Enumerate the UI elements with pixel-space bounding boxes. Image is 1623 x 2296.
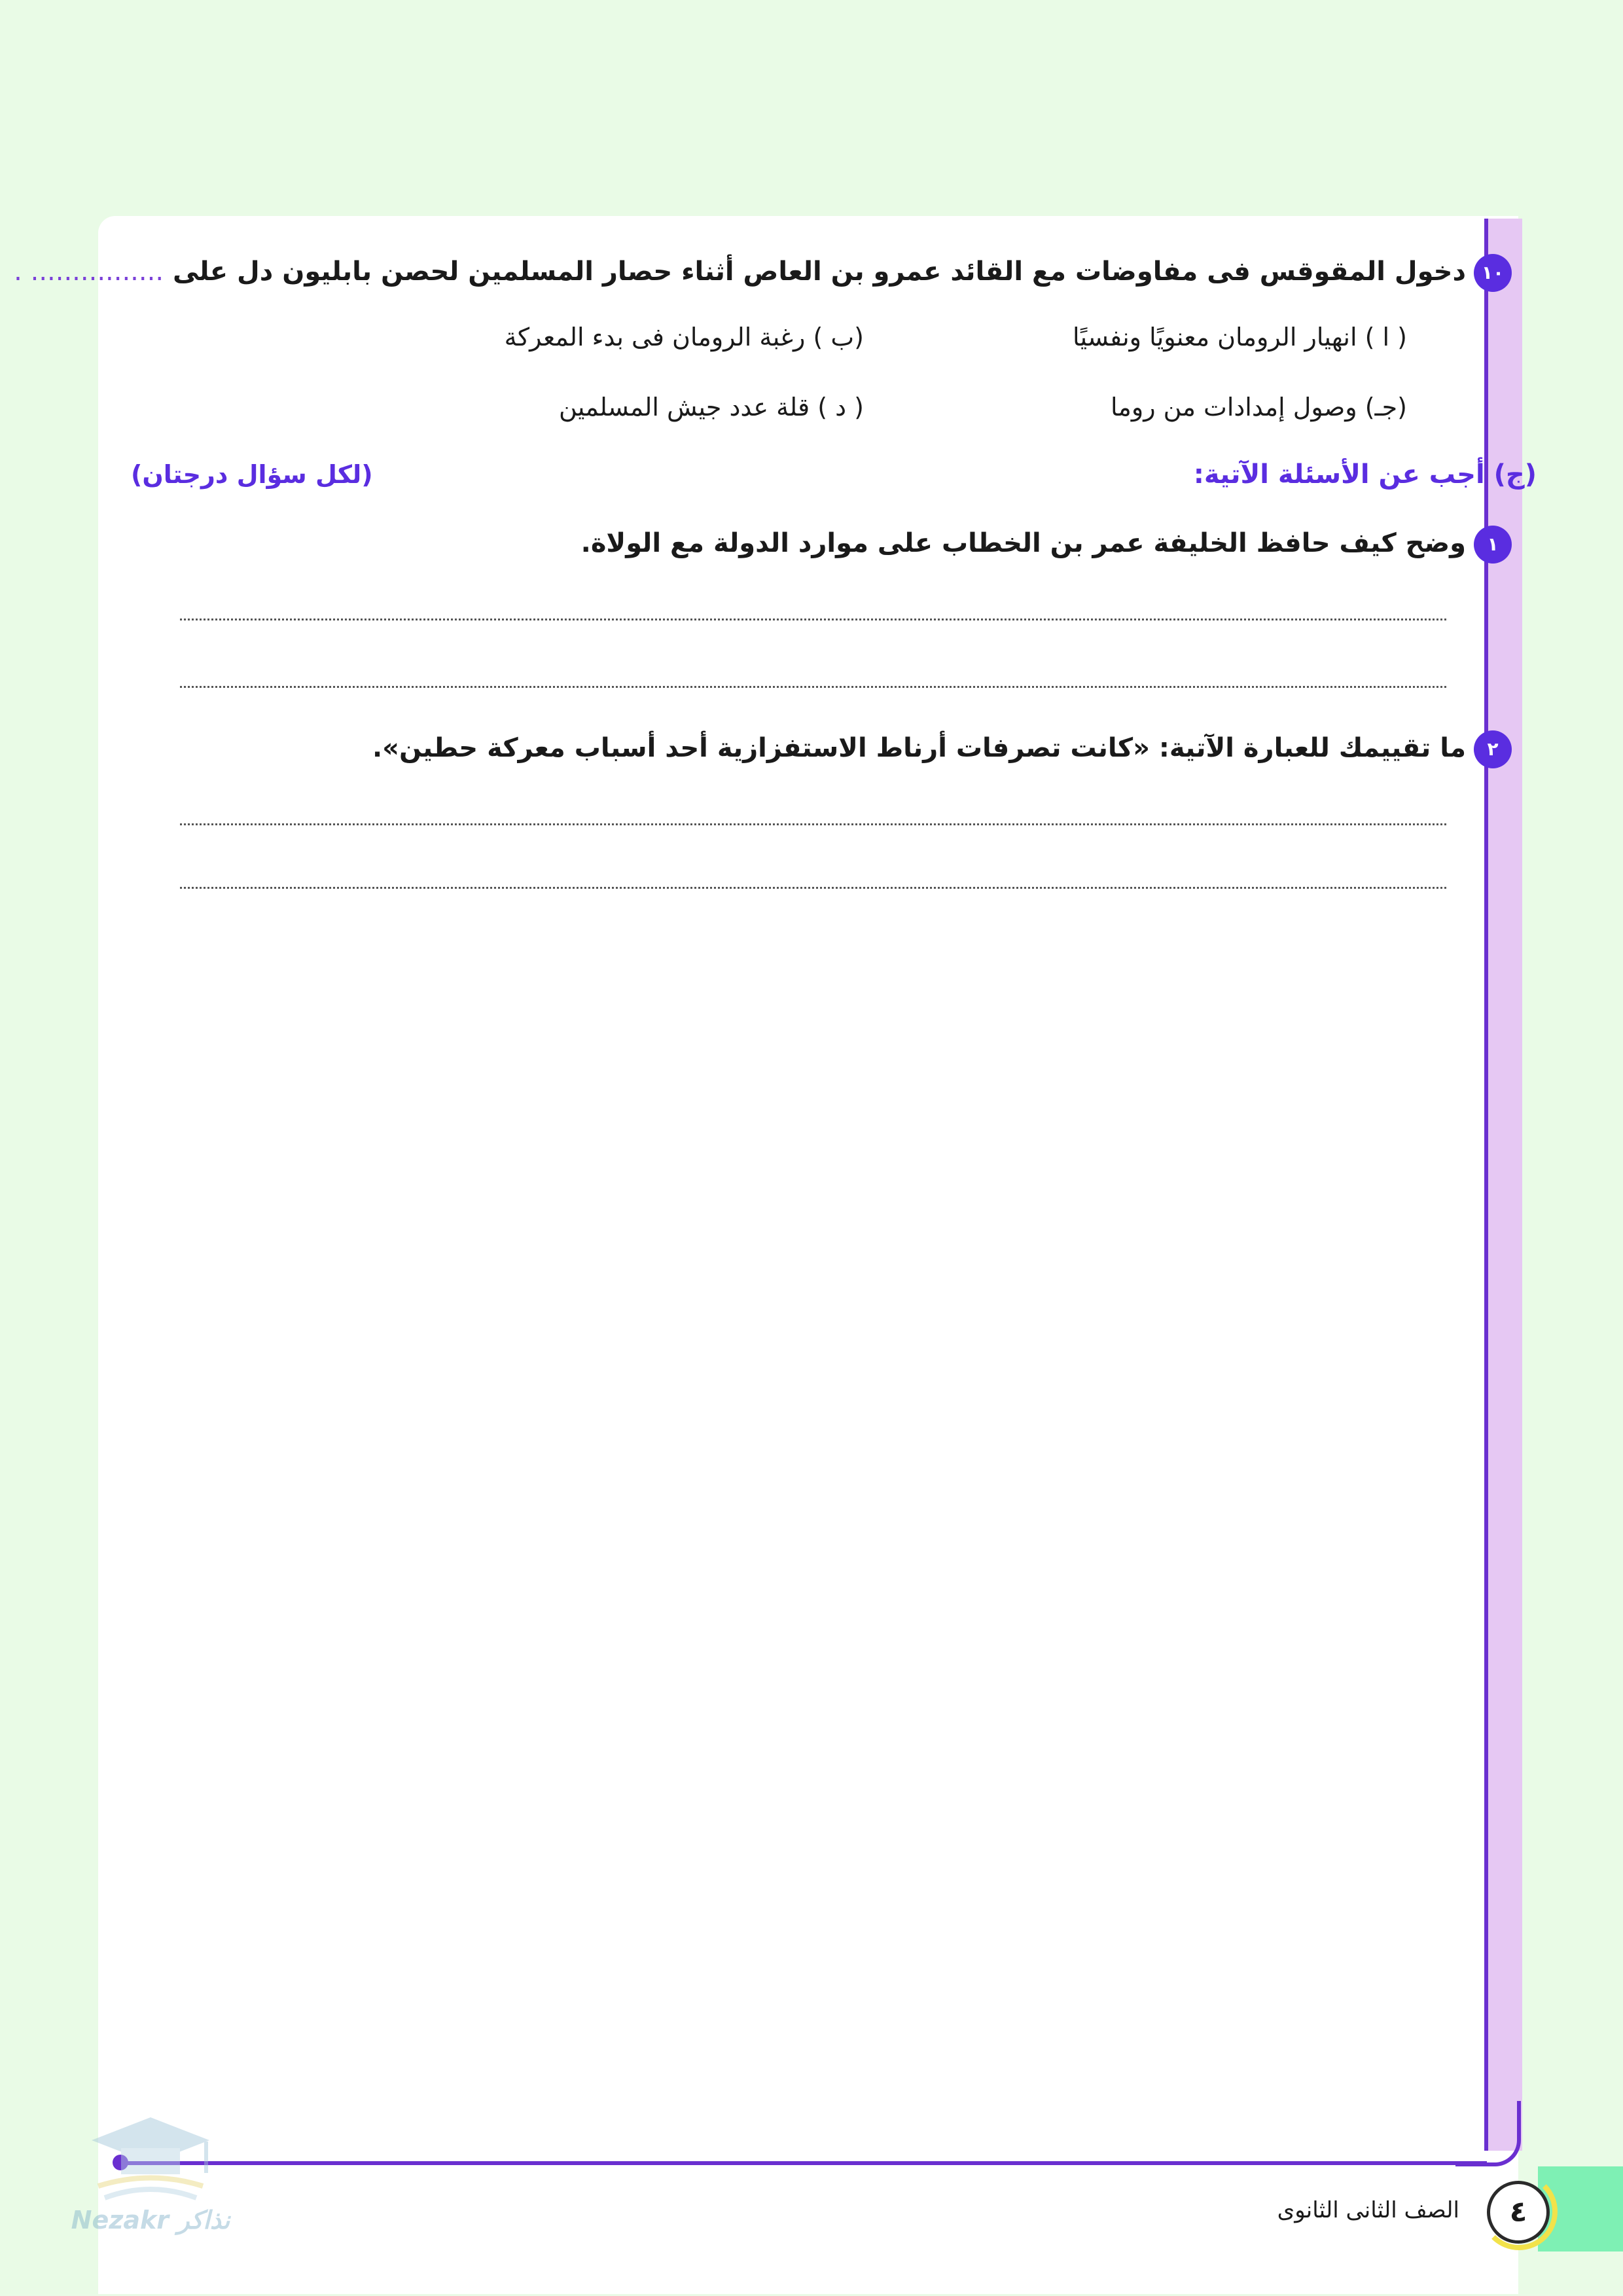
question-number-badge: ١: [1474, 526, 1512, 564]
answer-line: [180, 619, 1446, 620]
watermark-text: Nezakr نذاكر: [71, 2206, 230, 2234]
rail-corner: [1455, 2101, 1521, 2166]
question-2: [131, 725, 1512, 771]
bottom-rule: [119, 2161, 1487, 2165]
question-2-text: ما تقييمك للعبارة الآتية: «كانت تصرفات أرناط الاستفزازية أحد أسباب معركة حطين».: [372, 733, 1466, 763]
answer-blank: ................ .: [14, 257, 164, 287]
right-margin-rail: [1484, 219, 1522, 2151]
answer-line: [180, 887, 1446, 889]
marks-note: (لكل سؤال درجتان): [131, 460, 373, 489]
option-d: ( د ) قلة عدد جيش المسلمين: [558, 393, 864, 422]
option-c: (جـ) وصول إمدادات من روما: [1110, 393, 1407, 422]
question-10: [14, 249, 1512, 295]
option-a: ( ا ) انهيار الرومان معنويًا ونفسيًا: [1072, 323, 1407, 351]
answer-line: [180, 686, 1446, 688]
section-c-heading: (ج) أجب عن الأسئلة الآتية:: [1193, 459, 1537, 490]
question-number-badge: ١٠: [1474, 254, 1512, 292]
answer-line: [180, 823, 1446, 825]
question-1: [131, 520, 1512, 566]
grade-label: الصف الثانى الثانوى: [1277, 2197, 1459, 2223]
graduation-cap-icon: [59, 2108, 242, 2206]
question-number-badge: ٢: [1474, 730, 1512, 768]
watermark-logo: [59, 2108, 242, 2251]
question-1-text: وضح كيف حافظ الخليفة عمر بن الخطاب على موارد الدولة مع الولاة.: [580, 528, 1466, 558]
option-b: (ب ) رغبة الرومان فى بدء المعركة: [504, 323, 864, 351]
page-number: ٤: [1487, 2181, 1550, 2244]
question-10-text: دخول المقوقس فى مفاوضات مع القائد عمرو بن العاص أثناء حصار المسلمين لحصن بابليون دل على: [172, 257, 1466, 287]
